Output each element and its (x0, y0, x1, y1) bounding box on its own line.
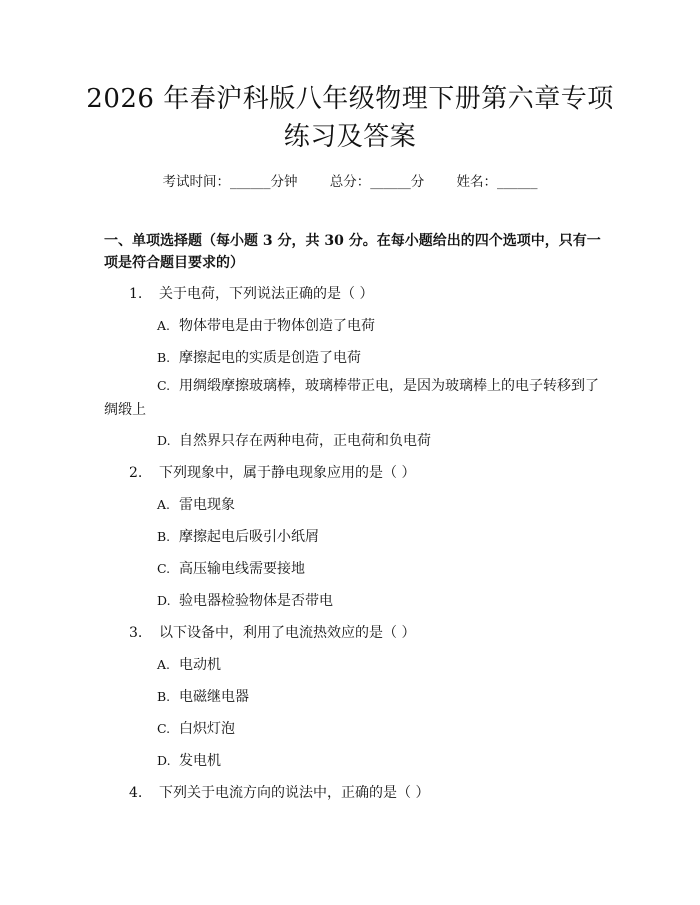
q3-option-b (157, 686, 249, 706)
option-letter: A. (157, 497, 171, 512)
option-text: 发电机 (179, 753, 221, 769)
option-letter: C. (157, 721, 171, 736)
section-heading: 一、单项选择题（每小题 3 分，共 30 分。在每小题给出的四个选项中，只有一项是符合题目要求的） (104, 233, 601, 271)
question-2 (129, 462, 415, 482)
option-text: 摩擦起电后吸引小纸屑 (179, 529, 319, 545)
option-text: 白炽灯泡 (179, 721, 235, 737)
q2-option-d (157, 590, 333, 610)
exam-name: 姓名：______ (456, 174, 538, 190)
option-text: 摩擦起电的实质是创造了电荷 (179, 350, 361, 366)
option-text: 电磁继电器 (179, 689, 249, 705)
exam-score: 总分：______分 (329, 174, 425, 190)
option-text: 物体带电是由于物体创造了电荷 (179, 318, 375, 334)
question-3 (129, 622, 415, 642)
q1-option-c (104, 374, 604, 422)
document-title-line2: 练习及答案 (283, 122, 417, 152)
option-letter: A. (157, 318, 171, 333)
option-letter: D. (157, 753, 171, 768)
option-text: 自然界只存在两种电荷，正电荷和负电荷 (179, 433, 431, 449)
question-1 (129, 283, 373, 303)
exam-time: 考试时间：______分钟 (162, 174, 298, 190)
q2-option-a (157, 494, 235, 514)
q1-option-d (157, 430, 431, 450)
question-4 (129, 782, 429, 802)
q3-option-d (157, 750, 221, 770)
q1-option-a (157, 315, 375, 335)
question-number: 4. (129, 785, 143, 801)
q2-option-c (157, 558, 305, 578)
question-number: 3. (129, 625, 143, 641)
option-letter: C. (157, 561, 171, 576)
question-number: 2. (129, 465, 143, 481)
option-letter: B. (157, 529, 171, 544)
option-letter: D. (157, 593, 171, 608)
question-text: 以下设备中，利用了电流热效应的是（ ） (159, 625, 416, 641)
option-text: 雷电现象 (179, 497, 235, 513)
option-letter: D. (157, 433, 171, 448)
option-letter: A. (157, 657, 171, 672)
question-text: 下列关于电流方向的说法中，正确的是（ ） (159, 785, 430, 801)
exam-meta (0, 170, 700, 190)
option-letter: B. (157, 689, 171, 704)
option-text: 验电器检验物体是否带电 (179, 593, 333, 609)
q1-option-b (157, 347, 361, 367)
q3-option-c (157, 718, 235, 738)
q3-option-a (157, 654, 221, 674)
option-letter: C. (157, 378, 171, 393)
document-title-line1: 2026 年春沪科版八年级物理下册第六章专项 (86, 84, 614, 114)
question-text: 下列现象中，属于静电现象应用的是（ ） (159, 465, 416, 481)
question-text: 关于电荷，下列说法正确的是（ ） (159, 286, 374, 302)
option-text: 电动机 (179, 657, 221, 673)
option-text: 用绸缎摩擦玻璃棒，玻璃棒带正电，是因为玻璃棒上的电子转移到了绸缎上 (104, 378, 599, 418)
option-letter: B. (157, 350, 171, 365)
question-number: 1. (129, 286, 143, 302)
option-text: 高压输电线需要接地 (179, 561, 305, 577)
q2-option-b (157, 526, 319, 546)
